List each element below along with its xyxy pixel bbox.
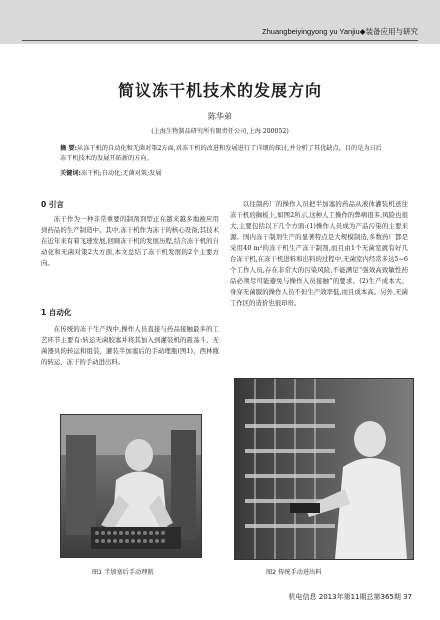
keywords-text: 冻干机;自动化;无菌对策;发展: [81, 170, 162, 177]
page-header: [0, 0, 440, 44]
page-footer: 机电信息 2013年第11期总第365期 37: [288, 593, 412, 601]
article-title: 简议冻干机技术的发展方向: [117, 81, 322, 100]
journal-running-head: Zhuangbeiyingyong yu Yanjiu◆装备应用与研究: [262, 27, 418, 36]
figure-2-caption: 图2 传统手动进出料: [266, 569, 322, 576]
article-affiliation: (上海生物制品研究所有限责任公司,上海 200052): [151, 128, 289, 135]
abstract-label: 摘 要:: [60, 145, 78, 152]
intro-paragraph: 冻干作为一种非常重要的制剂剂型正在越来越多地被应用到药品的生产制造中。其中,冻干机作为冻干的核心设备,其技术在近年来有着飞速发展,回顾冻干机的发展历程,结合冻干机的自动化和无菌对策2大方面,本文总结了冻干机发展的2个主要方向。: [41, 215, 219, 267]
article-author: 陈华弟: [208, 112, 232, 121]
section-heading-intro: 0 引言: [41, 200, 64, 209]
section-heading-automation: 1 自动化: [41, 308, 72, 317]
automation-paragraph: 在传统的冻干生产线中,操作人员直接与药品接触最多的工艺环节主要有:转运无菌胶塞并将其加入到灌装机的震荡斗、无菌器具的转运和组装、灌装半加塞后的手动理瓶(图1)、西林瓶的转运、冻干的手动进出料。: [41, 325, 219, 366]
header-rule: [22, 40, 418, 41]
abstract: [60, 144, 382, 164]
keywords-label: 关键词:: [60, 170, 82, 177]
right-column-paragraph: 以往制药厂的操作人员把半加塞的药品从液体灌装机送往冻干机的搁板上,如图2所示,这种人工操作的弊病很多,风险也很大,主要包括以下几个方面:(1)操作人员成为产品污染的主要来源。国内冻干制剂生产的显著特点是大规模制造,多数药厂都是采用40 m²的冻干机生产冻干制剂,而且由1个无菌室就有好几台冻干机,在冻干机进料和出料的过程中,无菌室内经常多达5~6个工作人员,存在非常大的污染风险,不能满足“强效高致敏性药品必须尽可能避免与操作人员接触”的要求。(2)生产成本大。身穿无菌服的操作人员不但生产效率低,而且成本高。另外,无菌工作区的造价也很昂贵。: [230, 200, 408, 307]
keywords: [60, 168, 382, 177]
abstract-text: 从冻干机的自动化和无菌对策2方面,对冻干机的改进和发展进行了详细的探讨,并分析了其优缺点。目的是为日后冻干机技术的发展开拓新的方向。: [60, 145, 382, 162]
figure-1-photo: [60, 414, 202, 558]
figure-2-photo: [234, 378, 414, 560]
figure-1-caption: 图1 半加塞后手动理瓶: [92, 569, 154, 576]
